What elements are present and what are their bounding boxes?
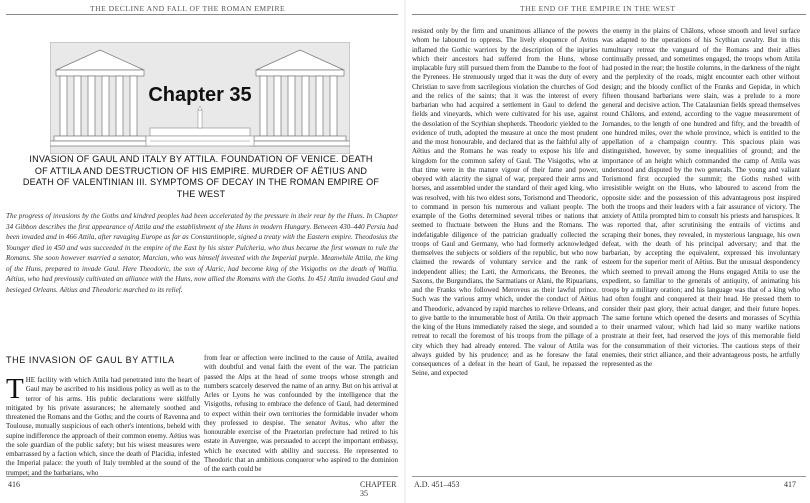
text-column-right-1: [412, 27, 598, 379]
text-column-left-2: [204, 354, 398, 474]
footer-chapter: CHAPTER 35: [360, 480, 397, 498]
text-column-left-1: [6, 373, 200, 478]
section-heading: THE INVASION OF GAUL BY ATTILA: [6, 355, 175, 365]
chapter-synopsis: The progress of invasions by the Goths and kindred peoples had been accelerated by the pressure in their rear by the Huns. In Chapter 34 Gibbon describes the first appearance of Attila and the establishment of the Huns in modern Hungary. Between 430–440 Persia had been invaded and in 466 Attila, after ravaging Europe as far as Constantinople, signed a treaty with the Eastern empire. Theodosius the Younger died in 450 and was succeeded in the empire of the East by his sister Pulcheria, who thus became the first woman to rule the Romans. She soon however married a senator, Marcian, who was himself invested with the Imperial purple. Meanwhile Attila, the king of the Huns, prepared to invade Gaul. Here Theodoric, the son of Alaric, had become king of the Visigoths on the death of Wallia. Aëtius, who had previously cultivated an alliance with the Huns, now allied the Romans with the Goths. In 451 Attila invaded Gaul and besieged Orleans. Aëtius and Theodoric marched to its relief.: [6, 212, 398, 294]
chapter-heading: INVASION OF GAUL AND ITALY BY ATTILA. FOUNDATION OF VENICE. DEATH OF ATTILA AND DESTRUCTION OF HIS EMPIRE. MURDER OF AËTIUS AND DEATH OF VALENTINIAN III. SYMPTOMS OF DECAY IN THE ROMAN EMPIRE OF THE WEST: [22, 154, 380, 199]
footer-rule: [412, 476, 806, 477]
chapter-banner: [50, 42, 350, 154]
running-head: THE DECLINE AND FALL OF THE ROMAN EMPIRE: [90, 4, 286, 13]
page-number: 416: [8, 480, 20, 489]
left-page: [0, 0, 402, 503]
footer-rule: [6, 476, 398, 477]
running-head-rule: [412, 14, 806, 15]
running-head-rule: [6, 14, 398, 15]
running-head: THE END OF THE EMPIRE IN THE WEST: [520, 4, 676, 13]
book-gutter: [404, 0, 406, 503]
column-text: HE facility with which Attila had penetrated into the heart of Gaul may be ascribed to his insidious policy as well as to the terror of his arms. His public declarations were skilfully mitigated by his private assurances; he alternately soothed and threatened the Romans and the Goths; and the courts of Ravenna and Toulouse, mutually suspicious of each other's intentions, beheld with supine indifference the approach of their common enemy. Aëtius was the sole guardian of the public safety; but his wisest measures were embarrassed by a faction which, since the death of Placidia, infested the Imperial palace: the youth of Italy trembled at the sound of the trumpet; and the barbarians, who: [6, 376, 200, 477]
chapter-banner-title: Chapter 35: [148, 84, 252, 106]
column-text: resisted only by the firm and unanimous alliance of the powers whom he laboured to oppress. The lively eloquence of Avitus inflamed the Gothic warriors by the description of the injuries which their ancestors had suffered from the Huns, whose implacable fury still pursued them from the Danube to the foot of the Pyrenees. He strenuously urged that it was the duty of every Christian to save from sacrilegious violation the churches of God and the relics of the saints; that it was the interest of every barbarian who had acquired a settlement in Gaul to defend the fields and vineyards, which were cultivated for his use, against the desolation of the Scythian shepherds. Theodoric yielded to the evidence of truth, adopted the measure at once the most prudent and the most honourable, and declared that as the faithful ally of Aëtius and the Romans he was ready to expose his life and kingdom for the common safety of Gaul. The Visigoths, who at that time were in the mature vigour of their fame and power, obeyed with alacrity the signal of war, prepared their arms and horses, and assembled under the standard of their aged king, who was resolved, with his two eldest sons, Torismond and Theodoric, to command in person his numerous and valiant people. The example of the Goths determined several tribes or nations that seemed to fluctuate between the Huns and the Romans. The indefatigable diligence of the patrician gradually collected the troops of Gaul and Germany, who had formerly acknowledged themselves the subjects or soldiers of the republic, but who now claimed the rewards of voluntary service and the rank of independent allies; the Læti, the Armoricans, the Breones, the Saxons, the Burgundians, the Sarmatians or Alani, the Ripuarians, and the Franks who followed Meroveus as their lawful prince. Such was the various army which, under the conduct of Aëtius and Theodoric, advanced by rapid marches to relieve Orleans, and to give battle to the innumerable host of Attila. On their approach the king of the Huns immediately raised the siege, and sounded a retreat to recall the foremost of his troops from the pillage of a city which they had already entered. The valour of Attila was always guided by his prudence; and as he foresaw the fatal consequences of a defeat in the heart of Gaul, he repassed the Seine, and expected: [412, 27, 598, 378]
drop-cap: T: [6, 373, 24, 405]
column-text: from fear or affection were inclined to the cause of Attila, awaited with doubtful and venal faith the event of the war. The patrician passed the Alps at the head of some troops whose strength and numbers scarcely deserved the name of an army. But on his arrival at Arles or Lyons he was confounded by the intelligence that the Visigoths, refusing to embrace the defence of Gaul, had determined to expect within their own territories the formidable invader whom they professed to despise. The senator Avitus, who after the honourable exercise of the Praetorian prefecture had retired to his estate in Auvergne, was persuaded to accept the important embassy, which he executed with ability and success. He represented to Theodoric that an ambitious conqueror who aspired to the dominion of the earth could be: [204, 354, 398, 473]
page-number: 417: [784, 480, 796, 489]
column-text: the enemy in the plains of Châlons, whose smooth and level surface was adapted to the operations of his Scythian cavalry. But in this tumultuary retreat the vanguard of the Romans and their allies continually pressed, and sometimes engaged, the troops whom Attila had posted in the rear; the hostile columns, in the darkness of the night and the perplexity of the roads, might encounter each other without design; and the bloody conflict of the Franks and Gepidæ, in which fifteen thousand barbarians were slain, was a prelude to a more general and decisive action. The Catalaunian fields spread themselves round Châlons, and extend, according to the vague measurement of Jornandes, to the length of one hundred and fifty, and the breadth of one hundred miles, over the whole province, which is entitled to the appellation of a champaign country. This spacious plain was distinguished, however, by some inequalities of ground; and the importance of an height which commanded the camp of Attila was understood and disputed by the two generals. The young and valiant Torismond first occupied the summit; the Goths rushed with irresistible weight on the Huns, who laboured to ascend from the opposite side: and the possession of this advantageous post inspired both the troops and their leaders with a fair assurance of victory. The anxiety of Attila prompted him to consult his priests and haruspices. It was reported that, after scrutinising the entrails of victims and scraping their bones, they revealed, in mysterious language, his own defeat, with the death of his principal adversary; and that the barbarian, by accepting the equivalent, expressed his involuntary esteem for the superior merit of Aëtius. But the unusual despondency which seemed to prevail among the Huns engaged Attila to use the expedient, so familiar to the generals of antiquity, of animating his troops by a military oration; and his language was that of a king who had often fought and conquered at their head. He pressed them to consider their past glory, their actual danger, and their future hopes. The same fortune which opened the deserts and morasses of Scythia to their unarmed valour, which had laid so many warlike nations prostrate at their feet, had reserved the joys of this memorable field for the consummation of their victories. The cautious steps of their enemies, their strict alliance, and their advantageous posts, he artfully represented as the: [602, 27, 800, 368]
text-column-right-2: [602, 27, 800, 369]
footer-date: A.D. 451–453: [414, 480, 460, 489]
